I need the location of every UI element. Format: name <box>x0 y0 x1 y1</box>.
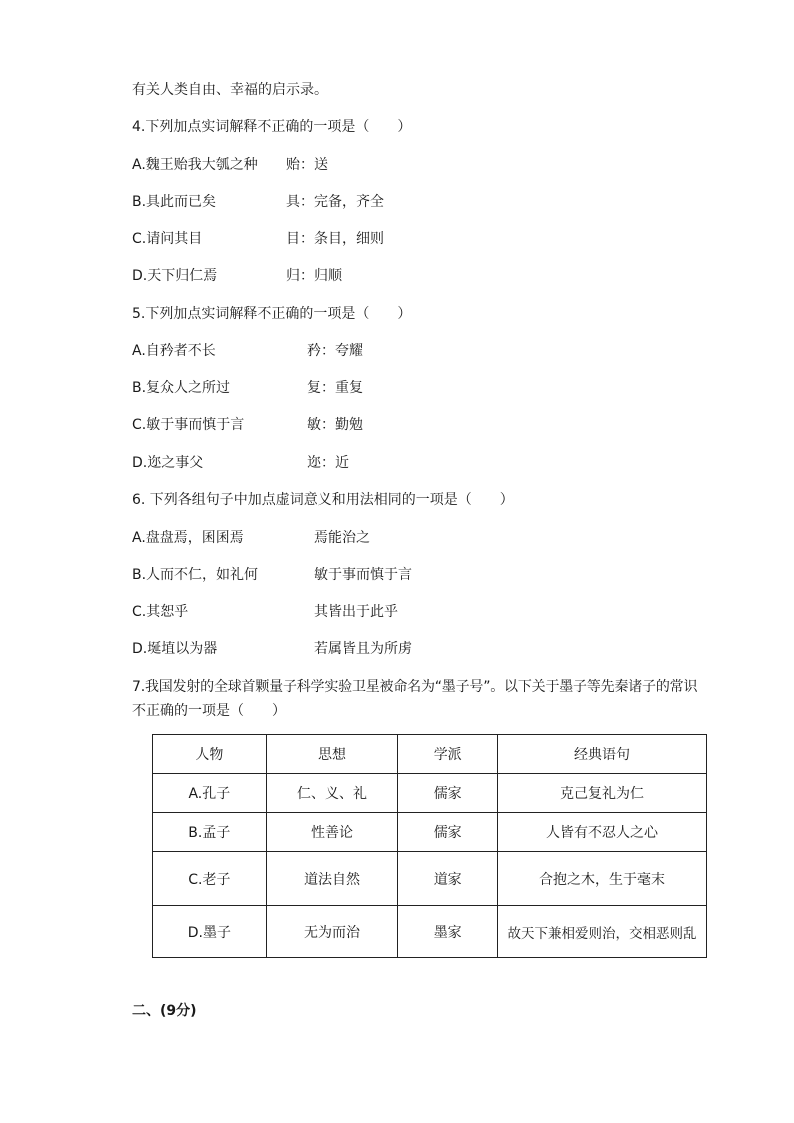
table-cell: 克己复礼为仁 <box>498 774 707 813</box>
table-cell: 人皆有不忍人之心 <box>498 813 707 852</box>
q4-option-c-gloss: 目：条目，细则 <box>286 231 384 247</box>
table-cell: D.墨子 <box>153 906 267 958</box>
table-cell: 道家 <box>398 852 498 906</box>
table-header-cell: 学派 <box>398 735 498 774</box>
question-6-stem: 6. 下列各组句子中加点虚词意义和用法相同的一项是（ ） <box>132 492 514 508</box>
table-cell: 儒家 <box>398 774 498 813</box>
table-cell: C.老子 <box>153 852 267 906</box>
q4-option-b-text: B.具此而已矣 <box>132 194 217 210</box>
q4-option-d-gloss: 归：归顺 <box>286 268 342 284</box>
q4-option-a-gloss: 贻：送 <box>286 157 328 173</box>
q6-option-d-gloss: 若属皆且为所虏 <box>314 641 412 657</box>
q7-table <box>152 734 707 958</box>
table-cell: 合抱之木，生于毫末 <box>498 852 707 906</box>
table-header-row <box>153 735 707 774</box>
q6-option-a-gloss: 焉能治之 <box>314 530 370 546</box>
table-cell: 道法自然 <box>266 852 398 906</box>
q6-option-b-text: B.人而不仁，如礼何 <box>132 567 259 583</box>
q6-option-c-gloss: 其皆出于此乎 <box>314 604 398 620</box>
q5-option-d-text: D.迩之事父 <box>132 455 204 471</box>
table-row <box>153 852 707 906</box>
intro-tail-text: 有关人类自由、幸福的启示录。 <box>132 82 328 98</box>
table-cell: B.孟子 <box>153 813 267 852</box>
q5-option-a-gloss: 矜：夸耀 <box>307 343 363 359</box>
q6-option-b-gloss: 敏于事而慎于言 <box>314 567 412 583</box>
q4-option-d-text: D.天下归仁焉 <box>132 268 218 284</box>
table-header-cell: 经典语句 <box>498 735 707 774</box>
q5-option-b-gloss: 复：重复 <box>307 380 363 396</box>
table-cell: 仁、义、礼 <box>266 774 398 813</box>
q4-option-a-text: A.魏王贻我大瓠之种 <box>132 157 258 173</box>
question-5-stem: 5.下列加点实词解释不正确的一项是（ ） <box>132 306 412 322</box>
table-cell: 故天下兼相爱则治，交相恶则乱 <box>498 906 707 958</box>
question-7-stem-line-2: 不正确的一项是（ ） <box>132 703 286 719</box>
q5-option-b-text: B.复众人之所过 <box>132 380 231 396</box>
table-row <box>153 813 707 852</box>
table-cell: 儒家 <box>398 813 498 852</box>
q4-option-b-gloss: 具：完备，齐全 <box>286 194 384 210</box>
table-cell: 无为而治 <box>266 906 398 958</box>
section-two-heading: 二、(9分) <box>132 1003 197 1019</box>
table-row <box>153 906 707 958</box>
q5-option-a-text: A.自矜者不长 <box>132 343 216 359</box>
question-4-stem: 4.下列加点实词解释不正确的一项是（ ） <box>132 119 412 135</box>
q4-option-c-text: C.请问其目 <box>132 231 203 247</box>
table-cell: 性善论 <box>266 813 398 852</box>
table-cell: 墨家 <box>398 906 498 958</box>
q5-option-c-text: C.敏于事而慎于言 <box>132 417 245 433</box>
table-header-cell: 人物 <box>153 735 267 774</box>
table-cell: A.孔子 <box>153 774 267 813</box>
q6-option-d-text: D.埏埴以为器 <box>132 641 218 657</box>
q5-option-d-gloss: 迩：近 <box>307 455 349 471</box>
table-row <box>153 774 707 813</box>
q5-option-c-gloss: 敏：勤勉 <box>307 417 363 433</box>
table-header-cell: 思想 <box>266 735 398 774</box>
q6-option-a-text: A.盘盘焉，囷囷焉 <box>132 530 244 546</box>
q6-option-c-text: C.其恕乎 <box>132 604 189 620</box>
question-7-stem-line-1: 7.我国发射的全球首颗量子科学实验卫星被命名为“墨子号”。以下关于墨子等先秦诸子的常识 <box>132 679 698 695</box>
